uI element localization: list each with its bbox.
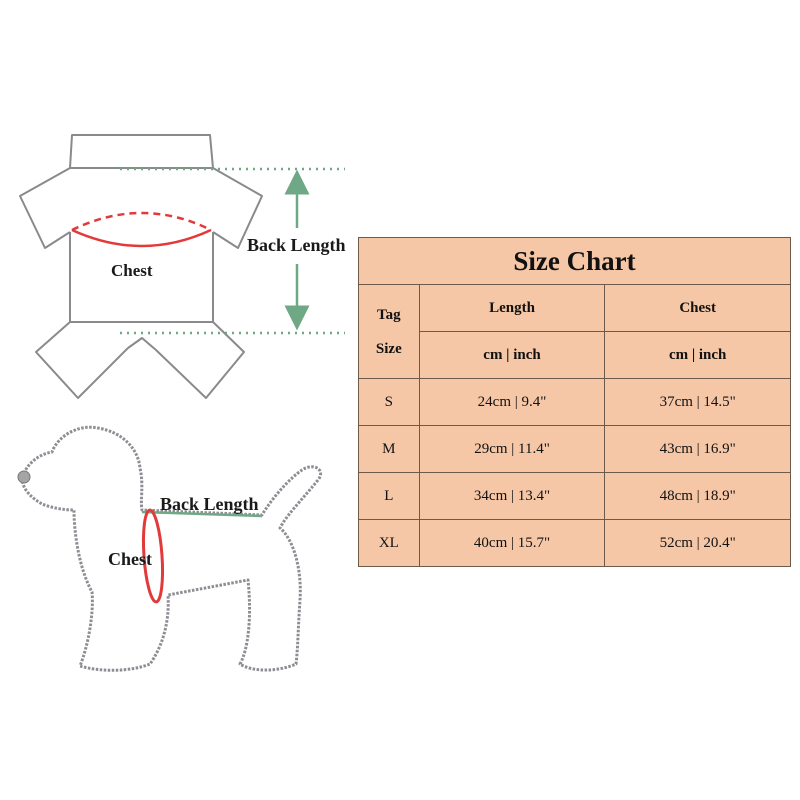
table-row bbox=[359, 426, 791, 473]
shirt-back-length-label: Back Length bbox=[247, 235, 346, 255]
length-cell: 40cm | 15.7" bbox=[419, 520, 605, 567]
length-cell: 29cm | 11.4" bbox=[419, 426, 605, 473]
dog-nose-icon bbox=[18, 471, 30, 483]
table-row bbox=[359, 520, 791, 567]
tag-label: Tag bbox=[377, 306, 401, 323]
table-row bbox=[359, 379, 791, 426]
chest-cell: 37cm | 14.5" bbox=[605, 379, 791, 426]
dog-chest-label: Chest bbox=[108, 549, 152, 569]
length-unit-header: cm | inch bbox=[419, 332, 605, 379]
length-header: Length bbox=[419, 285, 605, 332]
length-cell: 24cm | 9.4" bbox=[419, 379, 605, 426]
dog-outline bbox=[22, 427, 321, 670]
shirt-chest-label: Chest bbox=[111, 261, 153, 280]
chest-unit-header: cm | inch bbox=[605, 332, 791, 379]
size-label: Size bbox=[375, 340, 402, 357]
tag-size-header bbox=[359, 285, 420, 379]
chest-header: Chest bbox=[605, 285, 791, 332]
dog-back-length-label: Back Length bbox=[160, 494, 259, 514]
size-cell: L bbox=[359, 473, 420, 520]
chest-cell: 52cm | 20.4" bbox=[605, 520, 791, 567]
shirt-chest-measure bbox=[72, 213, 211, 246]
size-cell: S bbox=[359, 379, 420, 426]
size-chart-table bbox=[358, 237, 791, 567]
chest-cell: 43cm | 16.9" bbox=[605, 426, 791, 473]
chest-cell: 48cm | 18.9" bbox=[605, 473, 791, 520]
size-cell: M bbox=[359, 426, 420, 473]
size-cell: XL bbox=[359, 520, 420, 567]
length-cell: 34cm | 13.4" bbox=[419, 473, 605, 520]
size-chart-title: Size Chart bbox=[359, 238, 791, 285]
table-row bbox=[359, 473, 791, 520]
